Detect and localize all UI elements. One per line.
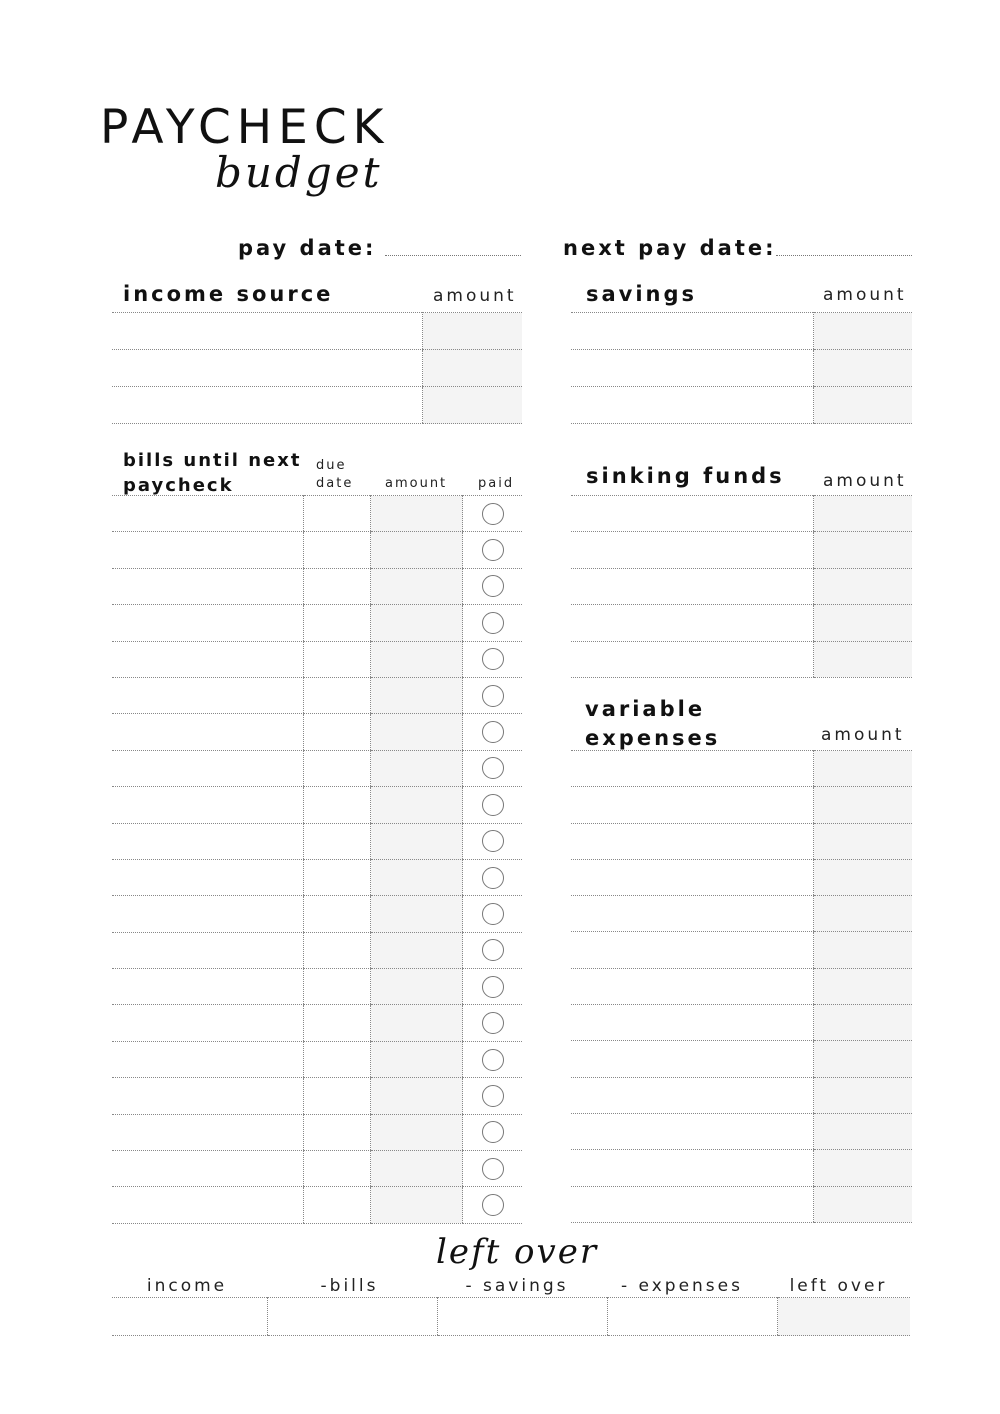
variable-row	[571, 896, 912, 932]
variable-item-cell[interactable]	[571, 1186, 814, 1222]
bill-amount-cell[interactable]	[371, 532, 463, 568]
leftover-label-expenses: - expenses	[621, 1276, 743, 1296]
paid-checkbox[interactable]	[482, 575, 504, 597]
variable-item-cell[interactable]	[571, 751, 814, 787]
variable-item-cell[interactable]	[571, 1150, 814, 1186]
leftover-label-bills: -bills	[320, 1276, 379, 1296]
savings-item-cell[interactable]	[571, 387, 814, 424]
income-source-cell[interactable]	[112, 350, 423, 387]
variable-amount-cell[interactable]	[814, 787, 913, 823]
bill-name-cell[interactable]	[112, 787, 304, 823]
variable-item-cell[interactable]	[571, 1113, 814, 1149]
bill-name-cell[interactable]	[112, 1114, 304, 1150]
sinking-amount-cell[interactable]	[814, 496, 913, 532]
bill-amount-cell[interactable]	[371, 787, 463, 823]
bills-row	[112, 496, 522, 532]
bill-amount-cell[interactable]	[371, 677, 463, 713]
bills-row	[112, 1187, 522, 1223]
income-amount-cell[interactable]	[423, 350, 523, 387]
sinking-row	[571, 532, 912, 568]
paid-checkbox[interactable]	[482, 757, 504, 779]
variable-item-cell[interactable]	[571, 1041, 814, 1077]
bills-row	[112, 1041, 522, 1077]
bill-paid-cell[interactable]	[463, 1041, 523, 1077]
bills-row	[112, 750, 522, 786]
variable-table	[571, 750, 912, 1223]
bills-due-label-line1: due	[316, 458, 347, 473]
paid-checkbox[interactable]	[482, 503, 504, 525]
leftover-table	[112, 1297, 910, 1336]
variable-header-line2: expenses	[585, 726, 721, 751]
bill-due-date-cell[interactable]	[304, 750, 371, 786]
variable-amount-cell[interactable]	[814, 751, 913, 787]
bills-due-label-line2: date	[316, 475, 354, 491]
bill-due-date-cell[interactable]	[304, 787, 371, 823]
bill-name-cell[interactable]	[112, 1005, 304, 1041]
bill-name-cell[interactable]	[112, 823, 304, 859]
bills-row	[112, 969, 522, 1005]
savings-amount-label: amount	[823, 285, 907, 305]
paid-checkbox[interactable]	[482, 1085, 504, 1107]
bills-row	[112, 641, 522, 677]
page-subtitle: budget	[215, 148, 383, 197]
sinking-table	[571, 495, 912, 678]
bill-name-cell[interactable]	[112, 932, 304, 968]
bill-name-cell[interactable]	[112, 1151, 304, 1187]
bills-row	[112, 1078, 522, 1114]
bill-due-date-cell[interactable]	[304, 496, 371, 532]
bill-paid-cell[interactable]	[463, 1114, 523, 1150]
sinking-item-cell[interactable]	[571, 605, 814, 641]
bills-row	[112, 677, 522, 713]
variable-row	[571, 823, 912, 859]
bills-row	[112, 859, 522, 895]
bills-row	[112, 1151, 522, 1187]
income-source-cell[interactable]	[112, 313, 423, 350]
bills-table	[112, 495, 522, 1224]
bill-paid-cell[interactable]	[463, 750, 523, 786]
paid-checkbox[interactable]	[482, 976, 504, 998]
bill-amount-cell[interactable]	[371, 1187, 463, 1223]
variable-amount-cell[interactable]	[814, 1113, 913, 1149]
bill-paid-cell[interactable]	[463, 932, 523, 968]
page-title: PAYCHECK	[100, 100, 390, 155]
bill-due-date-cell[interactable]	[304, 641, 371, 677]
bill-amount-cell[interactable]	[371, 714, 463, 750]
paid-checkbox[interactable]	[482, 1194, 504, 1216]
bill-name-cell[interactable]	[112, 896, 304, 932]
sinking-row	[571, 568, 912, 604]
income-source-cell[interactable]	[112, 387, 423, 424]
leftover-income-cell[interactable]	[112, 1298, 268, 1336]
leftover-label-income: income	[146, 1276, 228, 1296]
bill-amount-cell[interactable]	[371, 568, 463, 604]
paid-checkbox[interactable]	[482, 648, 504, 670]
income-amount-label: amount	[433, 286, 517, 306]
bill-paid-cell[interactable]	[463, 823, 523, 859]
variable-row	[571, 932, 912, 968]
bill-due-date-cell[interactable]	[304, 677, 371, 713]
variable-amount-cell[interactable]	[814, 859, 913, 895]
bill-due-date-cell[interactable]	[304, 896, 371, 932]
bill-paid-cell[interactable]	[463, 532, 523, 568]
paid-checkbox[interactable]	[482, 539, 504, 561]
pay-date-label: pay date:	[238, 236, 377, 260]
sinking-item-cell[interactable]	[571, 496, 814, 532]
paid-checkbox[interactable]	[482, 1121, 504, 1143]
bill-amount-cell[interactable]	[371, 641, 463, 677]
bills-row	[112, 714, 522, 750]
variable-amount-cell[interactable]	[814, 1150, 913, 1186]
bills-row	[112, 532, 522, 568]
bill-name-cell[interactable]	[112, 496, 304, 532]
bill-due-date-cell[interactable]	[304, 932, 371, 968]
variable-row	[571, 1041, 912, 1077]
paid-checkbox[interactable]	[482, 685, 504, 707]
bills-row	[112, 1114, 522, 1150]
bill-due-date-cell[interactable]	[304, 1114, 371, 1150]
paid-checkbox[interactable]	[482, 1049, 504, 1071]
bills-amount-label: amount	[385, 476, 448, 491]
bill-amount-cell[interactable]	[371, 1151, 463, 1187]
paid-checkbox[interactable]	[482, 903, 504, 925]
variable-amount-cell[interactable]	[814, 1186, 913, 1222]
bill-due-date-cell[interactable]	[304, 568, 371, 604]
sinking-amount-label: amount	[823, 471, 907, 491]
bill-amount-cell[interactable]	[371, 605, 463, 641]
savings-item-cell[interactable]	[571, 350, 814, 387]
variable-item-cell[interactable]	[571, 859, 814, 895]
sinking-amount-cell[interactable]	[814, 568, 913, 604]
bills-due-label	[316, 457, 353, 492]
income-table	[112, 312, 522, 424]
income-amount-cell[interactable]	[423, 387, 523, 424]
income-header: income source	[123, 282, 334, 306]
bill-paid-cell[interactable]	[463, 1005, 523, 1041]
variable-row	[571, 1186, 912, 1222]
next-pay-date-label: next pay date:	[563, 236, 777, 260]
variable-amount-cell[interactable]	[814, 932, 913, 968]
bills-row	[112, 568, 522, 604]
bill-name-cell[interactable]	[112, 1078, 304, 1114]
bill-amount-cell[interactable]	[371, 859, 463, 895]
variable-row	[571, 1077, 912, 1113]
bill-amount-cell[interactable]	[371, 496, 463, 532]
paid-checkbox[interactable]	[482, 794, 504, 816]
bill-name-cell[interactable]	[112, 641, 304, 677]
bill-name-cell[interactable]	[112, 1187, 304, 1223]
variable-row	[571, 751, 912, 787]
sinking-amount-cell[interactable]	[814, 532, 913, 568]
bill-paid-cell[interactable]	[463, 677, 523, 713]
bill-paid-cell[interactable]	[463, 1187, 523, 1223]
bill-paid-cell[interactable]	[463, 1078, 523, 1114]
variable-row	[571, 1150, 912, 1186]
sinking-item-cell[interactable]	[571, 568, 814, 604]
bill-name-cell[interactable]	[112, 714, 304, 750]
bill-due-date-cell[interactable]	[304, 1187, 371, 1223]
leftover-expenses-cell[interactable]	[608, 1298, 778, 1336]
income-amount-cell[interactable]	[423, 313, 523, 350]
bill-due-date-cell[interactable]	[304, 969, 371, 1005]
variable-item-cell[interactable]	[571, 787, 814, 823]
bill-amount-cell[interactable]	[371, 1114, 463, 1150]
leftover-savings-cell[interactable]	[438, 1298, 608, 1336]
bill-due-date-cell[interactable]	[304, 714, 371, 750]
paid-checkbox[interactable]	[482, 939, 504, 961]
leftover-label-savings: - savings	[465, 1276, 569, 1296]
variable-row	[571, 968, 912, 1004]
bill-amount-cell[interactable]	[371, 750, 463, 786]
variable-amount-cell[interactable]	[814, 1077, 913, 1113]
bill-due-date-cell[interactable]	[304, 823, 371, 859]
bill-name-cell[interactable]	[112, 750, 304, 786]
bill-name-cell[interactable]	[112, 532, 304, 568]
sinking-amount-cell[interactable]	[814, 641, 913, 677]
bill-amount-cell[interactable]	[371, 969, 463, 1005]
bill-name-cell[interactable]	[112, 859, 304, 895]
bill-paid-cell[interactable]	[463, 496, 523, 532]
variable-item-cell[interactable]	[571, 823, 814, 859]
sinking-item-cell[interactable]	[571, 641, 814, 677]
next-pay-date-field[interactable]	[776, 255, 912, 256]
variable-item-cell[interactable]	[571, 896, 814, 932]
bill-paid-cell[interactable]	[463, 859, 523, 895]
bills-row	[112, 823, 522, 859]
variable-amount-cell[interactable]	[814, 823, 913, 859]
bills-row	[112, 605, 522, 641]
bills-row	[112, 932, 522, 968]
bill-paid-cell[interactable]	[463, 714, 523, 750]
variable-row	[571, 1005, 912, 1041]
bill-due-date-cell[interactable]	[304, 605, 371, 641]
paid-checkbox[interactable]	[482, 721, 504, 743]
savings-amount-cell[interactable]	[814, 313, 913, 350]
paid-checkbox[interactable]	[482, 1012, 504, 1034]
bill-paid-cell[interactable]	[463, 1151, 523, 1187]
bill-paid-cell[interactable]	[463, 896, 523, 932]
paid-checkbox[interactable]	[482, 867, 504, 889]
variable-row	[571, 859, 912, 895]
savings-amount-cell[interactable]	[814, 387, 913, 424]
bills-header	[123, 448, 301, 498]
variable-amount-cell[interactable]	[814, 1005, 913, 1041]
bill-amount-cell[interactable]	[371, 932, 463, 968]
bill-amount-cell[interactable]	[371, 896, 463, 932]
paid-checkbox[interactable]	[482, 612, 504, 634]
bills-header-line1: bills until next	[123, 450, 302, 471]
bills-row	[112, 787, 522, 823]
bill-name-cell[interactable]	[112, 568, 304, 604]
bill-amount-cell[interactable]	[371, 1078, 463, 1114]
sinking-amount-cell[interactable]	[814, 605, 913, 641]
bill-paid-cell[interactable]	[463, 568, 523, 604]
variable-amount-label: amount	[821, 725, 905, 745]
bill-due-date-cell[interactable]	[304, 1151, 371, 1187]
bills-paid-label: paid	[478, 476, 515, 491]
leftover-bills-cell[interactable]	[268, 1298, 438, 1336]
leftover-labels	[112, 1278, 910, 1295]
savings-table	[571, 312, 912, 424]
variable-item-cell[interactable]	[571, 968, 814, 1004]
variable-item-cell[interactable]	[571, 1005, 814, 1041]
bill-paid-cell[interactable]	[463, 605, 523, 641]
bill-amount-cell[interactable]	[371, 1041, 463, 1077]
bill-name-cell[interactable]	[112, 1041, 304, 1077]
bill-due-date-cell[interactable]	[304, 859, 371, 895]
bill-paid-cell[interactable]	[463, 787, 523, 823]
bill-due-date-cell[interactable]	[304, 1005, 371, 1041]
bill-due-date-cell[interactable]	[304, 1078, 371, 1114]
bill-amount-cell[interactable]	[371, 1005, 463, 1041]
bills-row	[112, 896, 522, 932]
savings-item-cell[interactable]	[571, 313, 814, 350]
variable-item-cell[interactable]	[571, 932, 814, 968]
bill-amount-cell[interactable]	[371, 823, 463, 859]
variable-amount-cell[interactable]	[814, 968, 913, 1004]
sinking-row	[571, 605, 912, 641]
bill-due-date-cell[interactable]	[304, 532, 371, 568]
sinking-row	[571, 496, 912, 532]
leftover-result-cell[interactable]	[778, 1298, 911, 1336]
bill-paid-cell[interactable]	[463, 641, 523, 677]
savings-amount-cell[interactable]	[814, 350, 913, 387]
variable-amount-cell[interactable]	[814, 896, 913, 932]
savings-header: savings	[586, 282, 698, 306]
variable-row	[571, 1113, 912, 1149]
bill-name-cell[interactable]	[112, 677, 304, 713]
bill-name-cell[interactable]	[112, 605, 304, 641]
bill-due-date-cell[interactable]	[304, 1041, 371, 1077]
variable-amount-cell[interactable]	[814, 1041, 913, 1077]
pay-date-field[interactable]	[385, 255, 521, 256]
variable-item-cell[interactable]	[571, 1077, 814, 1113]
paid-checkbox[interactable]	[482, 1158, 504, 1180]
leftover-title: left over	[436, 1232, 599, 1272]
sinking-header: sinking funds	[586, 464, 785, 488]
bills-row	[112, 1005, 522, 1041]
variable-header-line1: variable	[585, 697, 706, 721]
sinking-row	[571, 641, 912, 677]
bill-name-cell[interactable]	[112, 969, 304, 1005]
leftover-label-left-over: left over	[789, 1276, 888, 1296]
sinking-item-cell[interactable]	[571, 532, 814, 568]
bill-paid-cell[interactable]	[463, 969, 523, 1005]
bills-header-line2: paycheck	[123, 475, 234, 497]
variable-row	[571, 787, 912, 823]
variable-header	[585, 695, 720, 754]
paid-checkbox[interactable]	[482, 830, 504, 852]
